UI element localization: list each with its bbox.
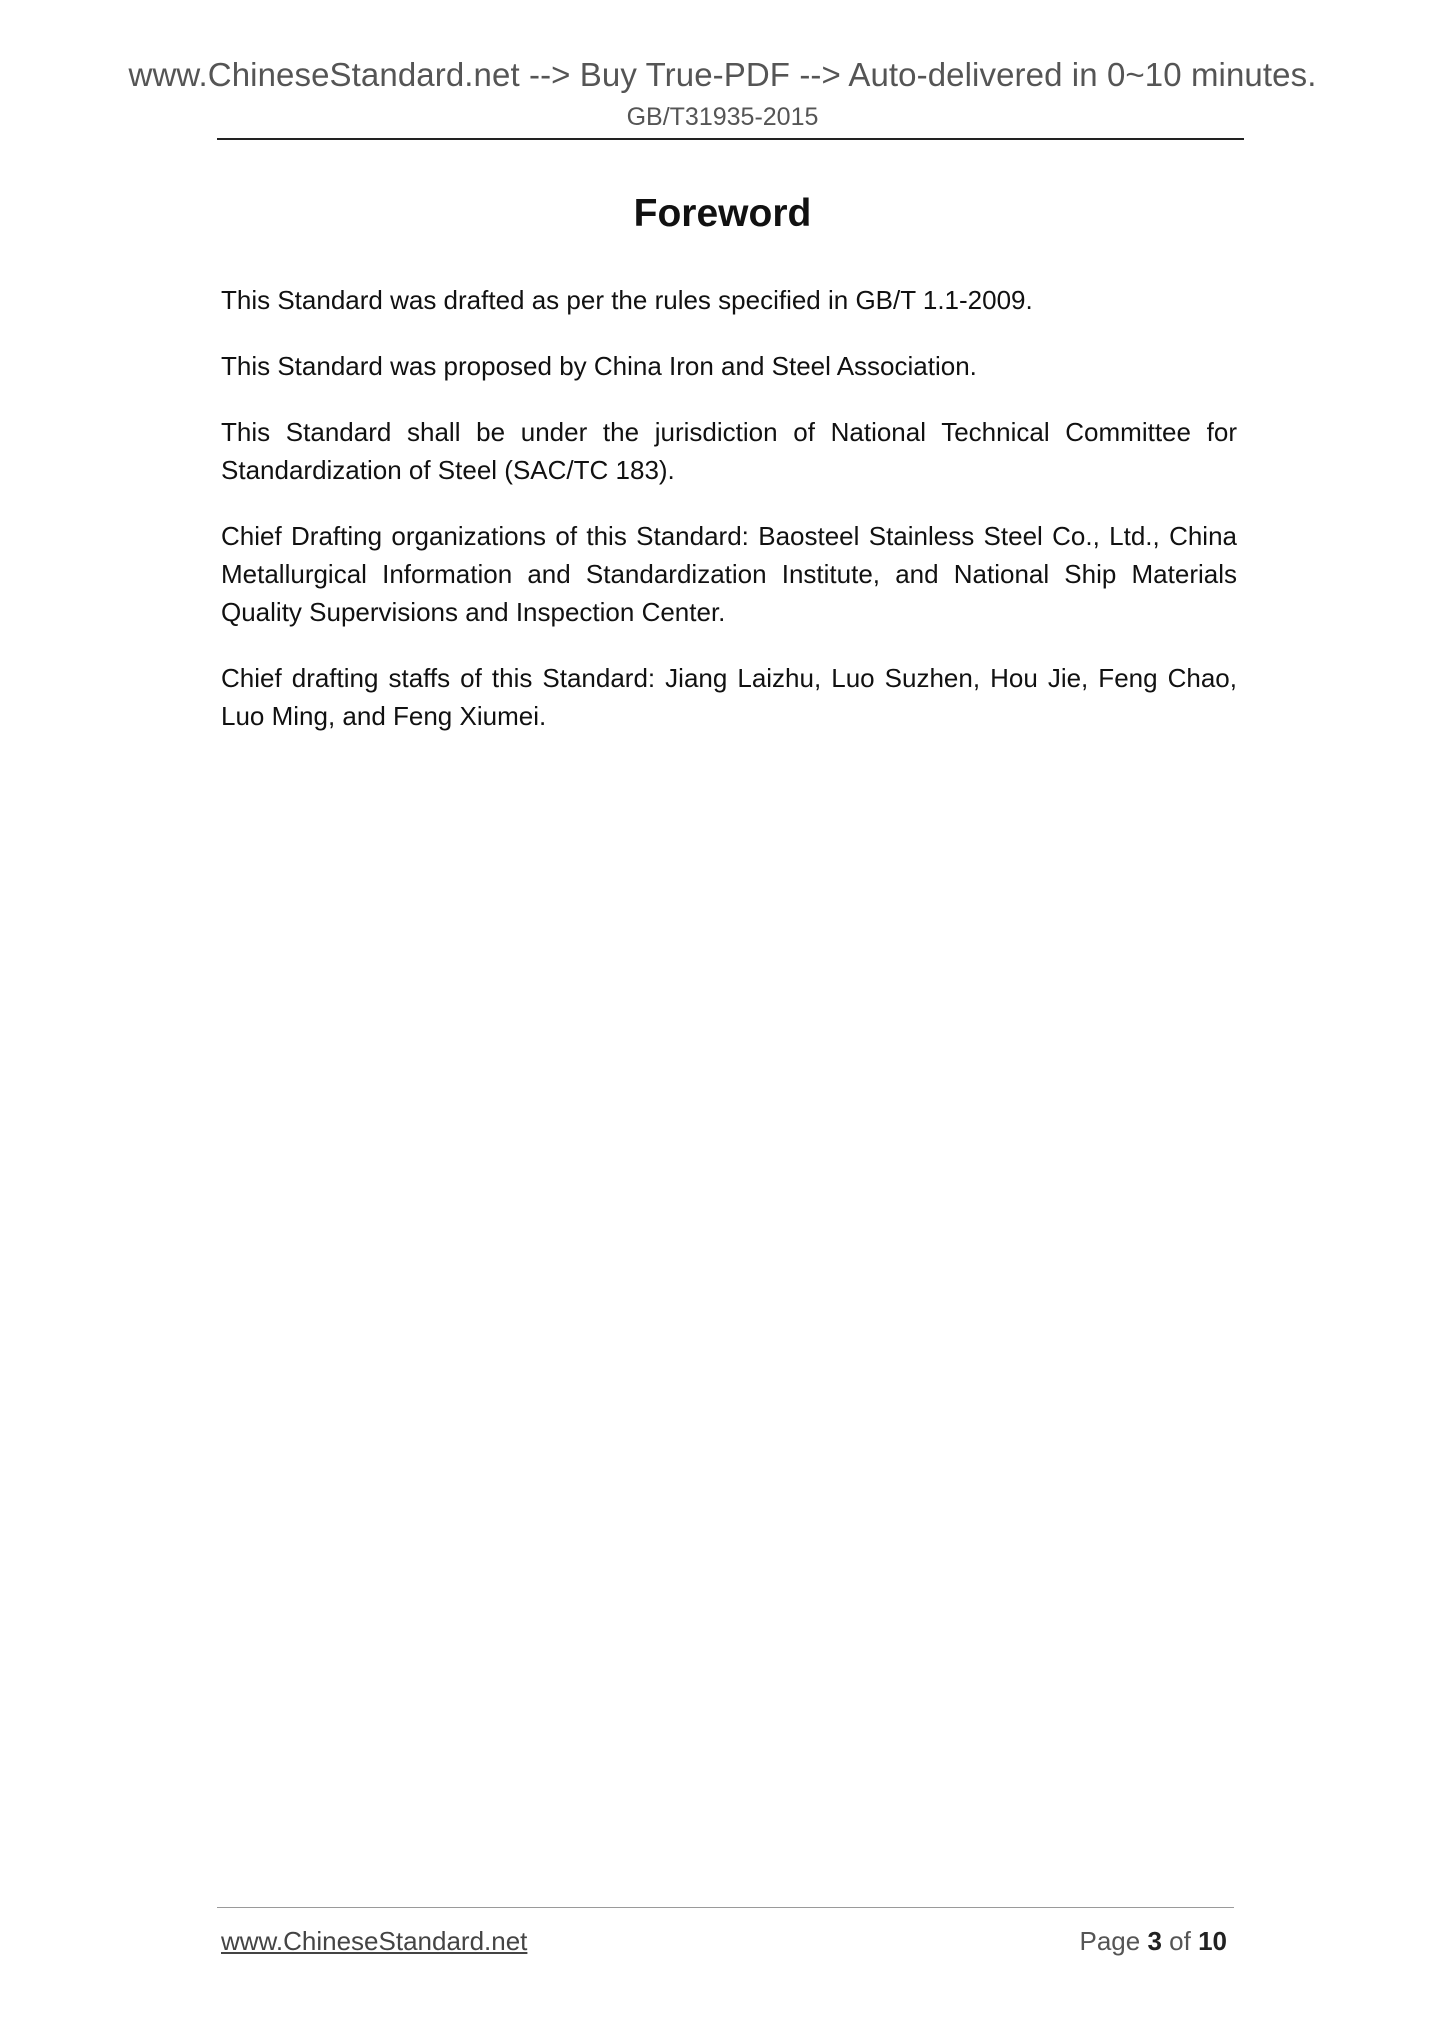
paragraph-proposer: This Standard was proposed by China Iron and Steel Association. [221, 351, 977, 381]
foreword-body [221, 281, 1237, 763]
page-title: Foreword [633, 192, 812, 235]
page-current: 3 [1147, 1926, 1162, 1956]
site-banner: www.ChineseStandard.net --> Buy True-PDF --> Auto-delivered in 0~10 minutes. [128, 56, 1317, 93]
footer-divider [217, 1907, 1234, 1908]
paragraph-jurisdiction: This Standard shall be under the jurisdiction of National Technical Committee for Standardization of Steel (SAC/TC 183). [221, 417, 1237, 485]
page-total: 10 [1198, 1926, 1227, 1956]
paragraph-drafting-rules: This Standard was drafted as per the rules specified in GB/T 1.1-2009. [221, 285, 1033, 315]
header-divider [217, 138, 1244, 140]
page-of: of [1169, 1926, 1191, 1956]
paragraph-drafting-organizations: Chief Drafting organizations of this Standard: Baosteel Stainless Steel Co., Ltd., China Metallurgical Information and Standardization Institute, and National Ship Materials Quality Supervisions and Inspection Center. [221, 521, 1237, 627]
document-code: GB/T31935-2015 [626, 103, 819, 131]
page-number [1079, 1926, 1227, 1957]
paragraph-drafting-staffs: Chief drafting staffs of this Standard: Jiang Laizhu, Luo Suzhen, Hou Jie, Feng Chao, Luo Ming, and Feng Xiumei. [221, 663, 1237, 731]
footer-site-link[interactable]: www.ChineseStandard.net [221, 1926, 528, 1956]
page-prefix: Page [1079, 1926, 1141, 1956]
